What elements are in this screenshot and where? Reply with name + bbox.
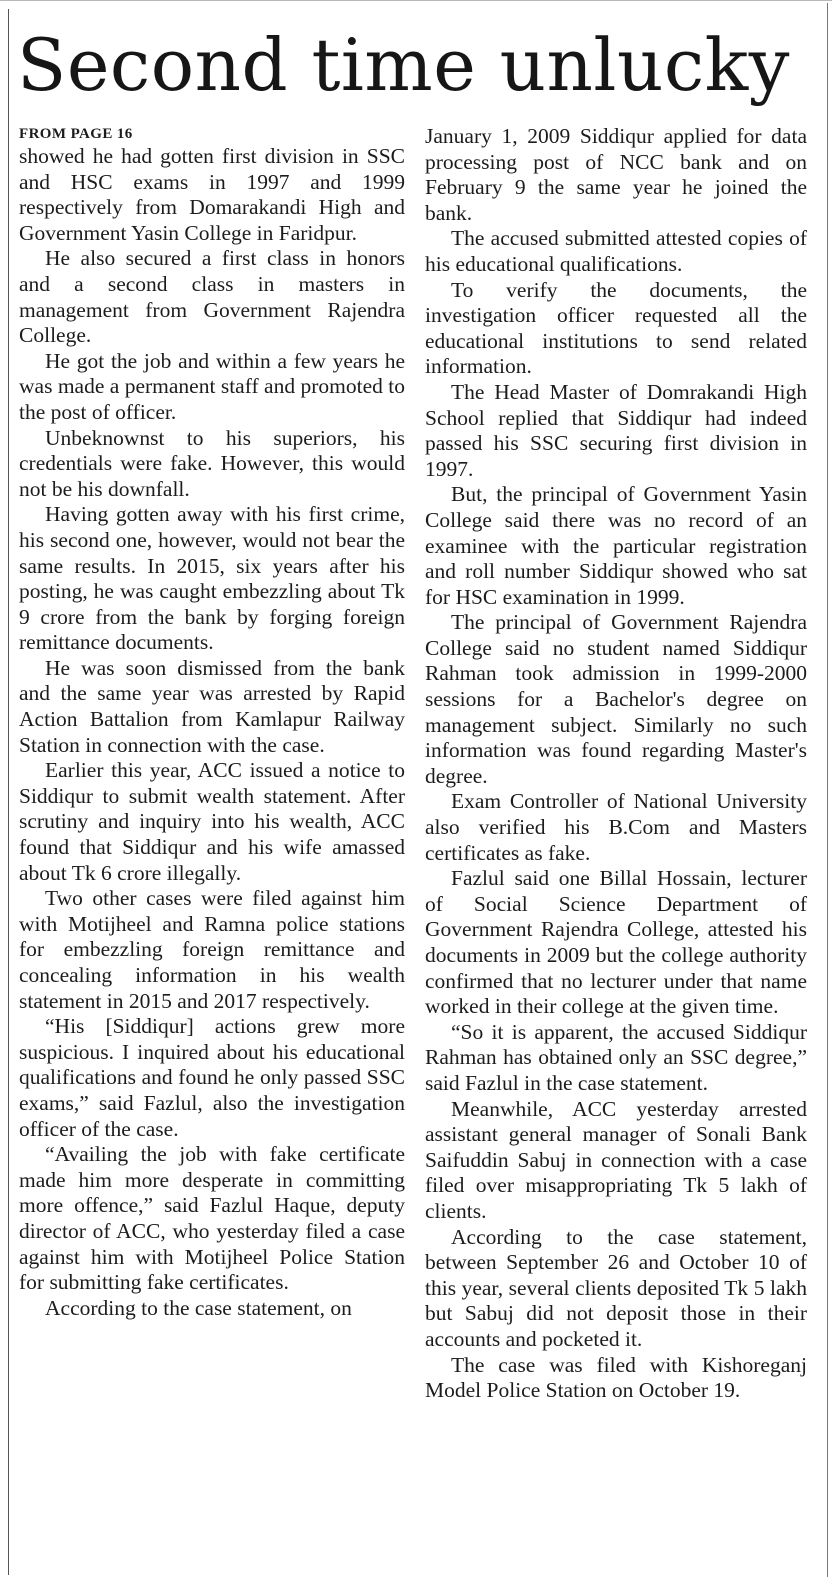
- paragraph: He got the job and within a few years he was made a permanent staff and promoted to the post of officer.: [19, 348, 405, 424]
- paragraph: According to the case statement, between September 26 and October 10 of this year, several clients deposited Tk 5 lakh but Sabuj did not deposit those in their accounts and pocketed it.: [425, 1224, 807, 1351]
- paragraph: He was soon dismissed from the bank and the same year was arrested by Rapid Action Battalion from Kamlapur Railway Station in connection with the case.: [19, 655, 405, 757]
- right-edge-rule: [827, 3, 828, 1577]
- paragraph: According to the case statement, on: [45, 1295, 352, 1320]
- paragraph: “So it is apparent, the accused Siddiqur Rahman has obtained only an SSC degree,” said Fazlul in the case statement.: [425, 1019, 807, 1095]
- right-column: [425, 124, 807, 1404]
- paragraph: “Availing the job with fake certificate made him more desperate in committing more offence,” said Fazlul Haque, deputy director of ACC, who yesterday filed a case against him with Motijheel Police Station for submitting fake certificates.: [19, 1142, 405, 1295]
- left-column-rule: [8, 9, 9, 1575]
- paragraph: Unbeknownst to his superiors, his credentials were fake. However, this would not be his downfall.: [19, 425, 405, 501]
- headline: Second time unlucky: [17, 23, 790, 107]
- left-column: [19, 124, 405, 1321]
- kicker: FROM PAGE 16: [19, 126, 133, 142]
- paragraph: The accused submitted attested copies of his educational qualifications.: [425, 226, 807, 276]
- paragraph: Two other cases were filed against him with Motijheel and Ramna police stations for embezzling foreign remittance and concealing information in his wealth statement in 2015 and 2017 respectively.: [19, 886, 405, 1013]
- paragraph: The principal of Government Rajendra College said no student named Siddiqur Rahman took admission in 1999-2000 sessions for a Bachelor's degree on management subject. Similarly no such information was found regarding Master's degree.: [425, 610, 807, 788]
- paragraph: Meanwhile, ACC yesterday arrested assistant general manager of Sonali Bank Saifuddin Sabuj in connection with a case filed over misappropriating Tk 5 lakh of clients.: [425, 1096, 807, 1223]
- paragraph: January 1, 2009 Siddiqur applied for data processing post of NCC bank and on February 9 the same year he joined the bank.: [425, 124, 807, 225]
- paragraph: But, the principal of Government Yasin College said there was no record of an examinee with the particular registration and roll number Siddiqur showed who sat for HSC examination in 1999.: [425, 482, 807, 609]
- paragraph: Earlier this year, ACC issued a notice to Siddiqur to submit wealth statement. After scrutiny and inquiry into his wealth, ACC found that Siddiqur and his wife amassed about Tk 6 crore illegally.: [19, 758, 405, 885]
- paragraph: Exam Controller of National University also verified his B.Com and Masters certificates as fake.: [425, 789, 807, 865]
- paragraph: He also secured a first class in honors and a second class in masters in management from Government Rajendra College.: [19, 246, 405, 348]
- paragraph: To verify the documents, the investigation officer requested all the educational institutions to send related information.: [425, 277, 807, 379]
- paragraph: The Head Master of Domrakandi High School replied that Siddiqur had indeed passed his SSC securing first division in 1997.: [425, 379, 807, 481]
- paragraph: The case was filed with Kishoreganj Model Police Station on October 19.: [425, 1352, 807, 1403]
- paragraph: “His [Siddiqur] actions grew more suspicious. I inquired about his educational qualifications and found he only passed SSC exams,” said Fazlul, also the investigation officer of the case.: [19, 1014, 405, 1141]
- paragraph: showed he had gotten first division in SSC and HSC exams in 1997 and 1999 respectively from Domarakandi High and Government Yasin College in Faridpur.: [19, 144, 405, 245]
- paragraph: Fazlul said one Billal Hossain, lecturer of Social Science Department of Government Rajendra College, attested his documents in 2009 but the college authority confirmed that no lecturer under that name worked in their college at the given time.: [425, 866, 807, 1019]
- paragraph: Having gotten away with his first crime, his second one, however, would not bear the same results. In 2015, six years after his posting, he was caught embezzling about Tk 9 crore from the bank by forging foreign remittance documents.: [19, 502, 405, 655]
